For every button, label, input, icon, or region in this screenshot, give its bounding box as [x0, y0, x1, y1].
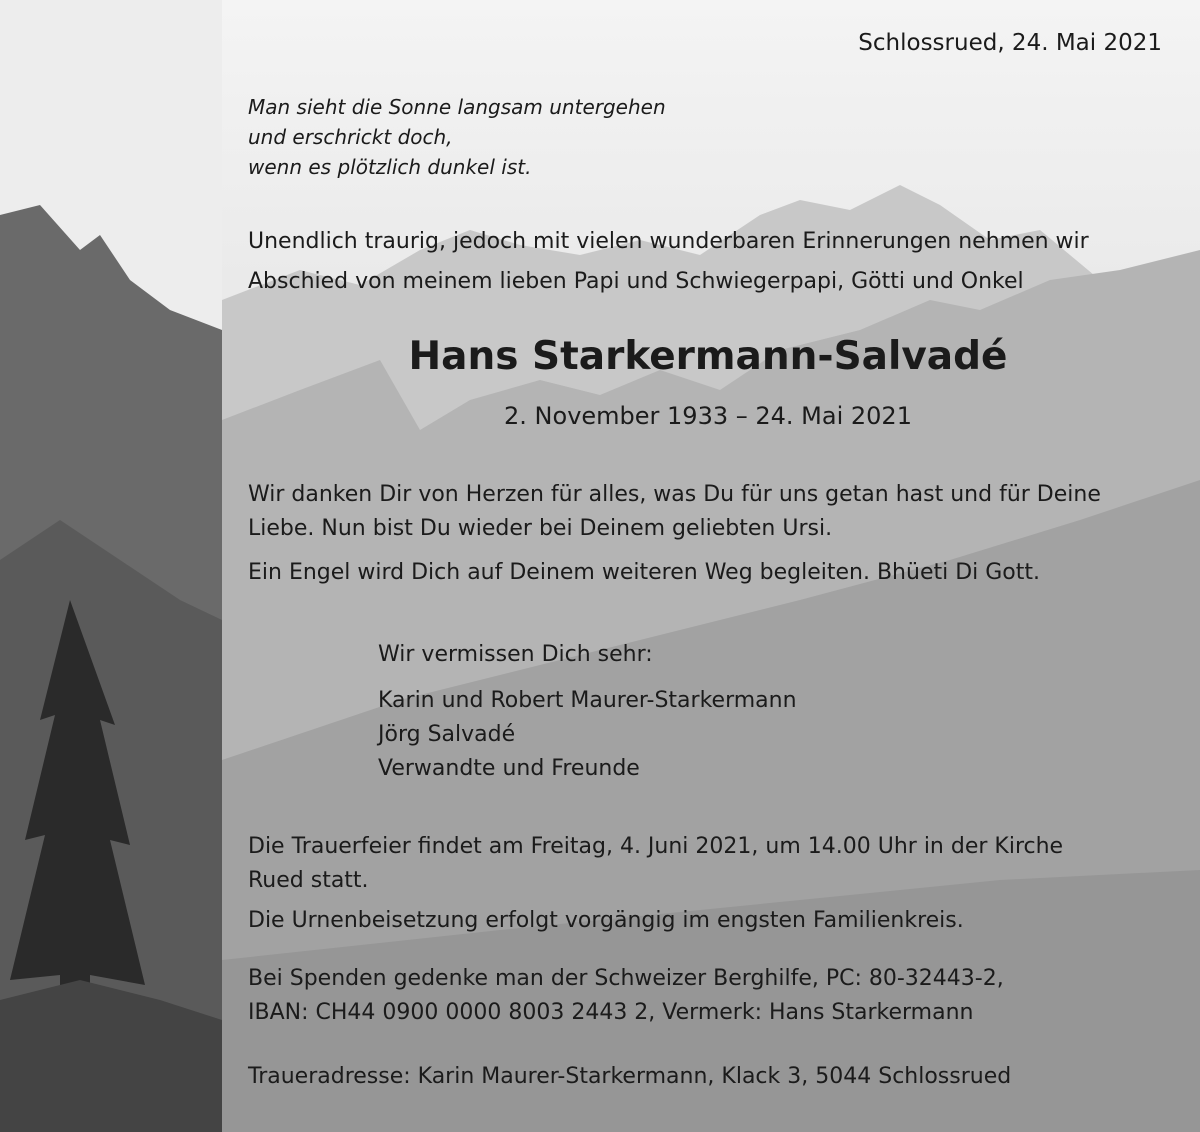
intro-line: Abschied von meinem lieben Papi und Schwiegerpapi, Götti und Onkel	[248, 269, 1024, 294]
mourners-list	[378, 684, 797, 786]
thanks-line: Wir danken Dir von Herzen für alles, was Du für uns getan hast und für Deine	[248, 482, 1101, 507]
thanks-line: Liebe. Nun bist Du wieder bei Deinem geliebten Ursi.	[248, 516, 833, 541]
mourners-heading: Wir vermissen Dich sehr:	[378, 642, 653, 667]
life-dates: 2. November 1933 – 24. Mai 2021	[504, 402, 912, 430]
angel-blessing: Ein Engel wird Dich auf Deinem weiteren Weg begleiten. Bhüeti Di Gott.	[248, 560, 1041, 585]
mourner-name: Karin und Robert Maurer-Starkermann	[378, 688, 797, 713]
mourner-name: Jörg Salvadé	[378, 722, 516, 747]
place-and-date: Schlossrued, 24. Mai 2021	[858, 30, 1162, 56]
deceased-name: Hans Starkermann-Salvadé	[408, 334, 1008, 379]
poem-line: Man sieht die Sonne langsam untergehen	[248, 95, 666, 119]
intro-text	[248, 222, 1089, 302]
funeral-line: Rued statt.	[248, 868, 369, 893]
left-mountain-photo-strip	[0, 0, 222, 1132]
mourner-name: Verwandte und Freunde	[378, 756, 640, 781]
funeral-line: Die Trauerfeier findet am Freitag, 4. Juni 2021, um 14.00 Uhr in der Kirche	[248, 834, 1064, 859]
poem-line: wenn es plötzlich dunkel ist.	[248, 155, 532, 179]
urn-burial-info: Die Urnenbeisetzung erfolgt vorgängig im engsten Familienkreis.	[248, 908, 964, 933]
poem-line: und erschrickt doch,	[248, 125, 453, 149]
mourning-address: Traueradresse: Karin Maurer-Starkermann, Klack 3, 5044 Schlossrued	[248, 1064, 1012, 1089]
funeral-info	[248, 830, 1063, 898]
thanks-paragraph	[248, 478, 1101, 546]
intro-line: Unendlich traurig, jedoch mit vielen wunderbaren Erinnerungen nehmen wir	[248, 229, 1089, 254]
poem	[248, 92, 666, 182]
donation-line: Bei Spenden gedenke man der Schweizer Berghilfe, PC: 80-32443-2,	[248, 966, 1004, 991]
donation-line: IBAN: CH44 0900 0000 8003 2443 2, Vermerk: Hans Starkermann	[248, 1000, 974, 1025]
donation-info	[248, 962, 1004, 1030]
